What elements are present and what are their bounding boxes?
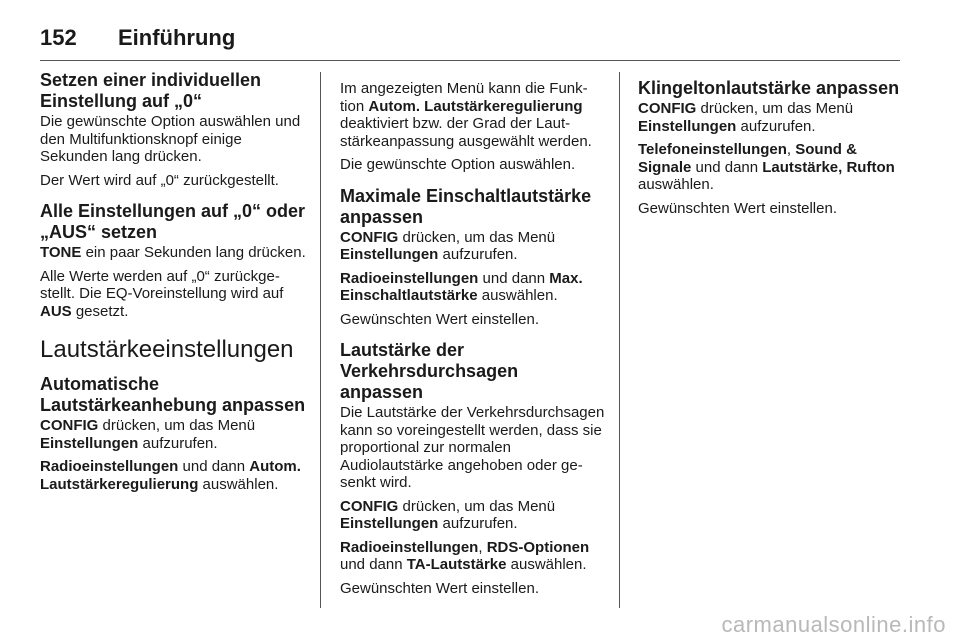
paragraph bbox=[638, 100, 906, 135]
text: deaktiviert bzw. der Grad der Lautstärkeanpassung ausgewählt werden. bbox=[340, 115, 592, 150]
section-auto-volume-cont bbox=[340, 80, 606, 174]
text: ein paar Sekunden lang drücken. bbox=[81, 244, 306, 261]
text: Im angezeigten Menü kann die Funktion bbox=[340, 80, 588, 115]
page-title: Einführung bbox=[118, 25, 236, 50]
header-divider bbox=[40, 60, 900, 61]
paragraph: Gewünschten Wert einstellen. bbox=[340, 579, 539, 597]
paragraph: Die Lautstärke der Verkehrsdurchsagen kann so voreingestellt werden, dass sie proportional zur normalen Audiolautstärke angehoben oder gesenkt wird. bbox=[340, 404, 605, 491]
paragraph bbox=[40, 417, 306, 452]
section-heading: Alle Einstellungen auf „0“ oder „AUS“ setzen bbox=[40, 201, 306, 242]
keyword: Sound & Signale bbox=[638, 141, 857, 176]
column-divider-1 bbox=[320, 72, 321, 608]
section-max-startup-volume bbox=[340, 186, 606, 329]
column-3 bbox=[638, 70, 906, 223]
keyword: CONFIG bbox=[340, 497, 399, 515]
paragraph: Gewünschten Wert einstellen. bbox=[340, 310, 539, 328]
keyword: Einstellungen bbox=[40, 434, 139, 452]
column-2 bbox=[340, 70, 606, 603]
text: aufzurufen. bbox=[438, 246, 518, 263]
text: drücken, um das Menü bbox=[98, 417, 256, 434]
keyword: Max. Einschaltlautstärke bbox=[340, 269, 583, 304]
text: drücken, um das Menü bbox=[696, 100, 854, 117]
text: auswählen. bbox=[477, 287, 558, 304]
text: und dann bbox=[478, 269, 550, 287]
keyword: Radioeinstellungen bbox=[40, 458, 179, 475]
text: , bbox=[786, 141, 796, 158]
keyword: Autom. Lautstärkeregulierung bbox=[40, 458, 301, 493]
text: auswählen. bbox=[198, 475, 279, 493]
section-individual-reset bbox=[40, 70, 306, 189]
keyword: CONFIG bbox=[340, 228, 399, 246]
page-number: 152 bbox=[40, 25, 77, 50]
text: auswählen. bbox=[638, 176, 714, 193]
keyword: Einstellungen bbox=[340, 246, 439, 263]
paragraph bbox=[340, 229, 606, 264]
paragraph bbox=[340, 80, 606, 150]
text: drücken, um das Menü bbox=[398, 228, 556, 246]
text: und dann bbox=[340, 556, 407, 573]
keyword: RDS-Optionen bbox=[486, 538, 590, 556]
text: und dann bbox=[691, 158, 763, 176]
text: , bbox=[478, 538, 487, 556]
paragraph: Der Wert wird auf „0“ zurückgestellt. bbox=[40, 171, 279, 189]
paragraph bbox=[40, 458, 306, 493]
paragraph bbox=[638, 141, 906, 194]
section-heading: Automatische Lautstärkeanhebung anpassen bbox=[40, 374, 306, 415]
text: Alle Werte werden auf „0“ zurückgestellt. Die EQ-Voreinstellung wird auf bbox=[40, 267, 284, 302]
paragraph bbox=[340, 270, 606, 305]
paragraph bbox=[40, 268, 306, 321]
watermark: carmanualsonline.info bbox=[721, 612, 946, 637]
keyword: Telefoneinstellungen bbox=[638, 141, 787, 158]
keyword: Autom. Lautstärkeregulierung bbox=[368, 97, 583, 115]
section-traffic-volume bbox=[340, 340, 606, 597]
text: drücken, um das Menü bbox=[398, 497, 556, 515]
section-heading: Lautstärke der Verkehrsdurchsagen anpassen bbox=[340, 340, 519, 402]
column-1 bbox=[40, 70, 306, 499]
keyword: Einstellungen bbox=[340, 515, 439, 532]
keyword: AUS bbox=[40, 302, 72, 320]
paragraph: Gewünschten Wert einstellen. bbox=[638, 199, 837, 217]
chapter-heading: Lautstärkeeinstellungen bbox=[40, 336, 294, 363]
text: aufzurufen. bbox=[736, 117, 816, 135]
keyword: CONFIG bbox=[638, 100, 697, 117]
section-ringtone-volume bbox=[638, 78, 906, 217]
section-heading: Setzen einer individuellen Einstellung auf „0“ bbox=[40, 70, 262, 111]
section-reset-all bbox=[40, 201, 306, 320]
keyword: TONE bbox=[40, 244, 82, 261]
page-header bbox=[40, 16, 900, 60]
keyword: Lautstärke, Rufton bbox=[762, 158, 895, 176]
section-heading: Maximale Einschaltlautstärke anpassen bbox=[340, 185, 592, 227]
text: auswählen. bbox=[506, 556, 587, 573]
section-heading: Klingeltonlautstärke anpassen bbox=[638, 78, 900, 98]
paragraph: Die gewünschte Option auswählen und den Multifunktionsknopf einige Sekunden lang drücken. bbox=[40, 113, 301, 165]
text: aufzurufen. bbox=[138, 434, 218, 452]
keyword: Radioeinstellungen bbox=[340, 269, 479, 287]
paragraph bbox=[40, 244, 306, 262]
keyword: Einstellungen bbox=[638, 117, 737, 135]
keyword: CONFIG bbox=[40, 417, 99, 434]
paragraph bbox=[340, 498, 606, 533]
section-auto-volume bbox=[40, 374, 306, 493]
text: und dann bbox=[178, 458, 250, 475]
paragraph: Die gewünschte Option auswählen. bbox=[340, 156, 576, 173]
column-divider-2 bbox=[619, 72, 620, 608]
text: aufzurufen. bbox=[438, 515, 518, 532]
paragraph bbox=[340, 539, 606, 574]
keyword: Radioeinstellungen bbox=[340, 538, 479, 556]
text: gesetzt. bbox=[71, 302, 129, 320]
keyword: TA-Lautstärke bbox=[406, 556, 507, 573]
